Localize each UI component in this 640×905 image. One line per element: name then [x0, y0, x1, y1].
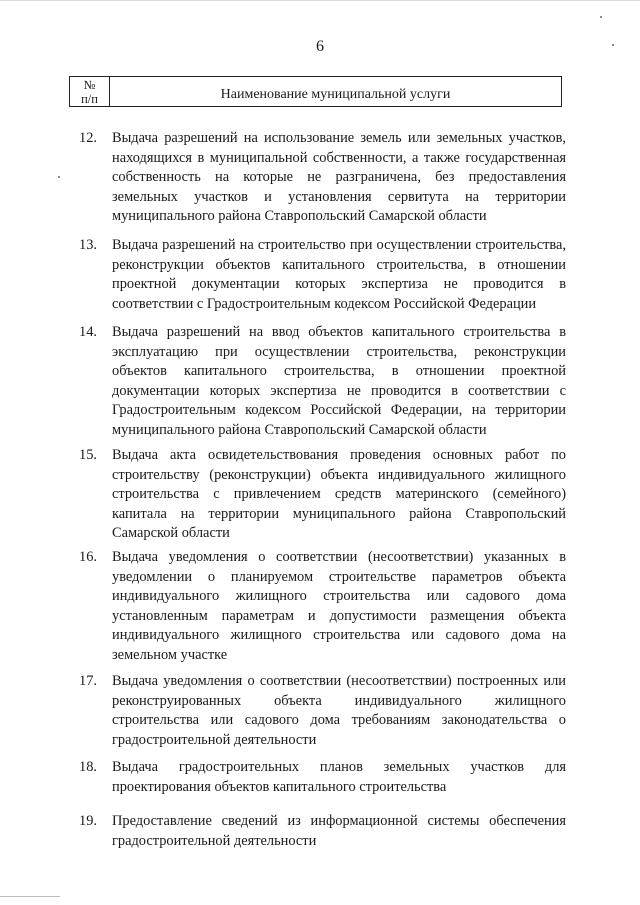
item-text: Предоставление сведений из информационной системы обеспечения градостроительной деятельности [112, 813, 566, 849]
list-item [69, 236, 566, 314]
item-number: 12. [79, 130, 97, 146]
scan-speck [58, 176, 60, 178]
item-text: Выдача уведомления о соответствии (несоответствии) указанных в уведомлении о планируемом строительстве параметров объекта индивидуального жилищного строительства или садового дома установленным параметрам и допустимости размещения объекта индивидуального жилищного строительства или садового дома на земельном участке [112, 549, 566, 663]
list-item [69, 323, 566, 441]
item-number: 17. [79, 673, 97, 689]
item-number: 18. [79, 759, 97, 775]
header-num-label: № [83, 78, 96, 92]
item-number: 14. [79, 324, 97, 340]
item-text: Выдача акта освидетельствования проведения основных работ по строительству (реконструкции) объекта индивидуального жилищного строительства с привлечением средств материнского (семейного) капитала на территории муниципального района Ставропольский Самарской области [112, 447, 566, 542]
item-text: Выдача градостроительных планов земельных участков для проектирования объектов капитального строительства [112, 759, 566, 795]
item-number: 15. [79, 447, 97, 463]
list-item [69, 129, 566, 227]
item-number: 16. [79, 549, 97, 565]
item-text: Выдача разрешений на использование земель или земельных участков, находящихся в муниципальной собственности, а также государственная собственность на которые не разграничена, без предоставления земельных участков и установления сервитута на территории муниципального района Ставропольский Самарской области [112, 130, 566, 225]
item-number: 19. [79, 813, 97, 829]
item-text: Выдача уведомления о соответствии (несоответствии) построенных или реконструированных объекта индивидуального жилищного строительства или садового дома требованиям законодательства о градостроительной деятельности [112, 673, 566, 748]
item-number: 13. [79, 237, 97, 253]
scan-bottom-edge [0, 896, 60, 897]
page-number: 6 [316, 38, 324, 55]
table-header [69, 76, 562, 107]
header-title-cell: Наименование муниципальной услуги [220, 86, 451, 102]
list-item [69, 812, 566, 851]
list-item [69, 672, 566, 750]
header-num-cell [70, 77, 110, 106]
item-text: Выдача разрешений на ввод объектов капитального строительства в эксплуатацию при осуществлении строительства, реконструкции объектов капитального строительства, в отношении проектной документации которых экспертиза не проводится в соответствии с Градостроительным кодексом Российской Федерации, на территории муниципального района Ставропольский Самарской области [112, 324, 566, 438]
list-item [69, 446, 566, 544]
scan-top-edge [0, 0, 640, 1]
header-num-sublabel: п/п [81, 92, 98, 106]
item-text: Выдача разрешений на строительство при осуществлении строительства, реконструкции объектов капитального строительства, в отношении проектной документации которых экспертиза не проводится в соответствии с Градостроительным кодексом Российской Федерации [112, 237, 566, 312]
list-item [69, 548, 566, 666]
scan-speck [600, 16, 602, 18]
list-item [69, 758, 566, 797]
